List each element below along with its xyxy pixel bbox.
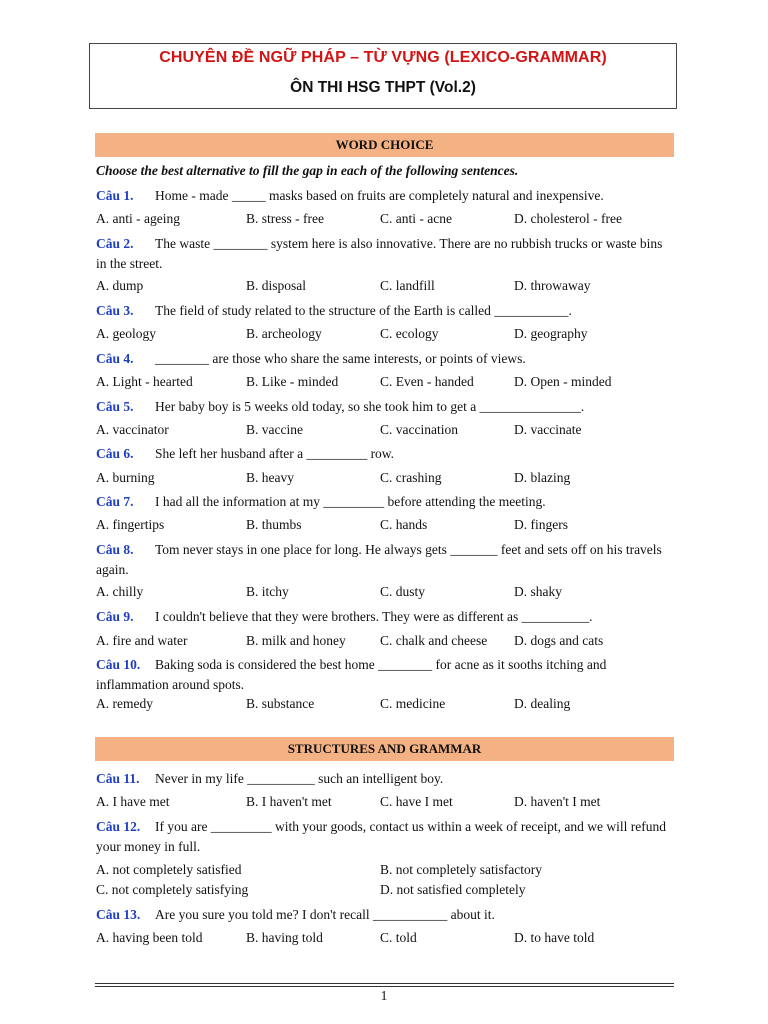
option-d: D. to have told <box>514 930 595 945</box>
option-d: D. cholesterol - free <box>514 211 622 226</box>
option-b: B. I haven't met <box>246 794 332 809</box>
option-a: A. Light - hearted <box>96 374 193 389</box>
option-b: B. stress - free <box>246 211 324 226</box>
question-text: Her baby boy is 5 weeks old today, so she took him to get a _______________. <box>155 399 585 414</box>
options-3 <box>96 324 676 344</box>
section-header-word-choice: WORD CHOICE <box>95 133 674 157</box>
question-number: Câu 3. <box>96 303 134 318</box>
option-c: C. landfill <box>380 278 435 293</box>
option-b: B. archeology <box>246 326 322 341</box>
question-number: Câu 12. <box>96 819 141 834</box>
option-b: B. substance <box>246 696 315 711</box>
question-text: The field of study related to the structure of the Earth is called ___________. <box>155 303 572 318</box>
question-text: If you are _________ with your goods, contact us within a week of receipt, and we will refund your money in full. <box>96 819 666 854</box>
option-c: C. vaccination <box>380 422 458 437</box>
option-a: A. burning <box>96 470 155 485</box>
question-text: I couldn't believe that they were brothers. They were as different as __________. <box>155 609 593 624</box>
question-text: ________ are those who share the same interests, or points of views. <box>155 351 526 366</box>
options-10 <box>96 694 676 714</box>
option-b: B. vaccine <box>246 422 303 437</box>
options-8 <box>96 582 676 602</box>
question-number: Câu 1. <box>96 188 134 203</box>
option-c: C. ecology <box>380 326 439 341</box>
options-1 <box>96 209 676 229</box>
option-b: B. thumbs <box>246 517 302 532</box>
option-b: B. Like - minded <box>246 374 339 389</box>
option-c: C. medicine <box>380 696 446 711</box>
option-d: D. haven't I met <box>514 794 601 809</box>
question-text: Home - made _____ masks based on fruits are completely natural and inexpensive. <box>155 188 604 203</box>
question-text: Baking soda is considered the best home ________ for acne as it sooths itching and inflammation around spots. <box>96 657 607 692</box>
option-a: A. dump <box>96 278 144 293</box>
question-9 <box>96 607 676 627</box>
instruction-text: Choose the best alternative to fill the gap in each of the following sentences. <box>96 163 519 178</box>
option-d: D. dogs and cats <box>514 633 604 648</box>
options-2 <box>96 276 676 296</box>
question-4 <box>96 349 676 369</box>
option-d: D. fingers <box>514 517 568 532</box>
options-9 <box>96 631 676 651</box>
question-8 <box>96 540 676 580</box>
question-text: The waste ________ system here is also innovative. There are no rubbish trucks or waste bins in the street. <box>96 236 663 271</box>
question-7 <box>96 492 676 512</box>
question-text: Tom never stays in one place for long. He always gets _______ feet and sets off on his travels again. <box>96 542 662 577</box>
options-12-row2 <box>96 880 676 900</box>
option-a: A. remedy <box>96 696 153 711</box>
footer-divider <box>95 986 674 987</box>
question-number: Câu 6. <box>96 446 134 461</box>
question-text: I had all the information at my _________ before attending the meeting. <box>155 494 546 509</box>
question-number: Câu 10. <box>96 657 141 672</box>
question-number: Câu 9. <box>96 609 134 624</box>
question-number: Câu 4. <box>96 351 134 366</box>
option-c: C. told <box>380 930 417 945</box>
question-5 <box>96 397 676 417</box>
question-text: She left her husband after a _________ row. <box>155 446 395 461</box>
options-5 <box>96 420 676 440</box>
option-c: C. not completely satisfying <box>96 882 249 897</box>
option-d: D. vaccinate <box>514 422 582 437</box>
question-number: Câu 11. <box>96 771 140 786</box>
option-d: D. shaky <box>514 584 562 599</box>
options-12-row1 <box>96 860 676 880</box>
option-b: B. having told <box>246 930 323 945</box>
option-c: C. anti - acne <box>380 211 452 226</box>
option-a: A. vaccinator <box>96 422 169 437</box>
option-b: B. itchy <box>246 584 289 599</box>
question-11 <box>96 769 676 789</box>
option-d: D. geography <box>514 326 588 341</box>
options-13 <box>96 928 676 948</box>
option-b: B. milk and honey <box>246 633 346 648</box>
question-number: Câu 7. <box>96 494 134 509</box>
option-c: C. Even - handed <box>380 374 474 389</box>
page-number: 1 <box>380 988 388 1003</box>
option-d: D. blazing <box>514 470 571 485</box>
question-3 <box>96 301 676 321</box>
document-title: CHUYÊN ĐỀ NGỮ PHÁP – TỪ VỰNG (LEXICO-GRAMMAR) <box>159 49 607 66</box>
option-c: C. dusty <box>380 584 426 599</box>
option-c: C. chalk and cheese <box>380 633 488 648</box>
option-b: B. not completely satisfactory <box>380 862 542 877</box>
question-1 <box>96 186 676 206</box>
option-d: D. Open - minded <box>514 374 612 389</box>
document-subtitle: ÔN THI HSG THPT (Vol.2) <box>290 79 476 96</box>
options-7 <box>96 515 676 535</box>
option-a: A. having been told <box>96 930 203 945</box>
question-text: Are you sure you told me? I don't recall ___________ about it. <box>155 907 495 922</box>
options-4 <box>96 372 676 392</box>
title-box <box>89 43 677 109</box>
option-c: C. hands <box>380 517 428 532</box>
question-12 <box>96 817 676 857</box>
footer-divider <box>95 983 674 984</box>
option-b: B. disposal <box>246 278 307 293</box>
question-6 <box>96 444 676 464</box>
option-a: A. I have met <box>96 794 170 809</box>
option-a: A. fingertips <box>96 517 165 532</box>
option-c: C. crashing <box>380 470 442 485</box>
option-a: A. anti - ageing <box>96 211 180 226</box>
question-number: Câu 8. <box>96 542 134 557</box>
options-6 <box>96 468 676 488</box>
option-c: C. have I met <box>380 794 453 809</box>
option-a: A. geology <box>96 326 156 341</box>
options-11 <box>96 792 676 812</box>
section-header-structures: STRUCTURES AND GRAMMAR <box>95 737 674 761</box>
option-a: A. fire and water <box>96 633 188 648</box>
question-number: Câu 2. <box>96 236 134 251</box>
option-b: B. heavy <box>246 470 294 485</box>
question-number: Câu 5. <box>96 399 134 414</box>
option-a: A. not completely satisfied <box>96 862 242 877</box>
question-10 <box>96 655 676 695</box>
question-13 <box>96 905 676 925</box>
question-number: Câu 13. <box>96 907 141 922</box>
option-d: D. throwaway <box>514 278 591 293</box>
option-d: D. dealing <box>514 696 571 711</box>
option-a: A. chilly <box>96 584 144 599</box>
option-d: D. not satisfied completely <box>380 882 526 897</box>
question-text: Never in my life __________ such an intelligent boy. <box>155 771 444 786</box>
question-2 <box>96 234 676 274</box>
